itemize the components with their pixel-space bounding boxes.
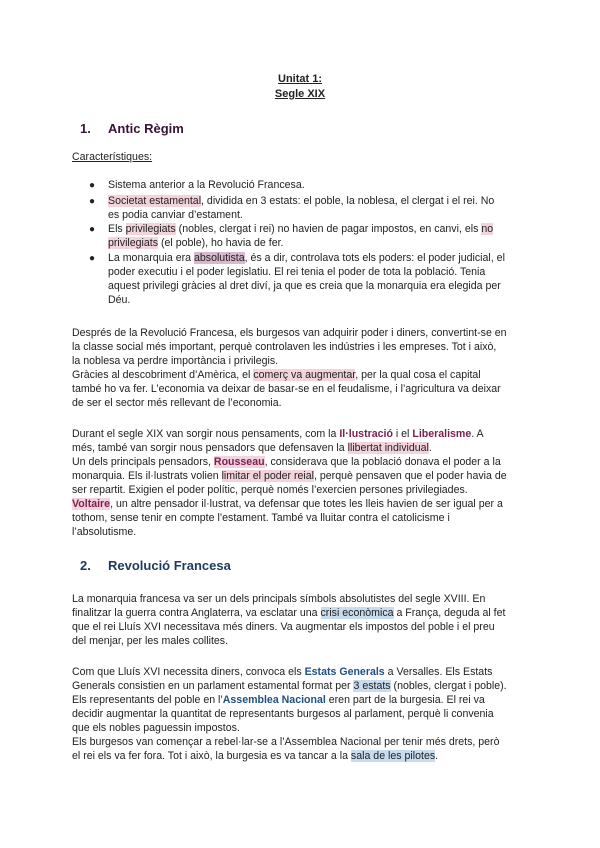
para4-line-4: decidir augmentar la quantitat de representants burgesos al parlament, perquè li convenia [72,708,494,720]
term-illustracio: Il·lustració [339,428,393,440]
text: La monarquia era [108,252,194,264]
section-2-heading [80,558,231,573]
text: Els representants del poble en l’ [72,694,223,706]
section-1-heading [80,121,184,136]
section-2-title: Revolució Francesa [108,558,231,573]
text: Durant el segle XIX van sorgir nous pensaments, com la [72,428,340,440]
text: . A [471,428,484,440]
text: monarquia. Els il·lustrats volien [72,470,222,482]
text: , considerava que la població donava el poder a la [264,456,501,468]
bullet-4-line-4: Déu. [108,294,131,306]
text: el rei els va fer fora. Tot i això, la burgesia es va tancar a la [72,750,351,762]
para4-line-5: que els nobles paguessin impostos. [72,722,240,734]
para1-line-4 [72,368,481,382]
highlight-absolutista: absolutista [193,252,245,264]
para2-line-5: ser repartit. Exigien el poder polític, perquè només l’exercien persones privilegiades. [72,484,468,496]
highlight-sala-pilotes: sala de les pilotes [350,750,436,762]
text: , per la qual cosa el capital [355,369,481,381]
bullet-dot: ● [89,180,96,191]
term-rousseau: Rousseau [213,456,265,468]
term-voltaire: Voltaire [72,498,111,510]
text: (nobles, clergat i rei) no havien de pagar impostos, en canvi, els [175,223,482,235]
highlight-no: no [481,223,494,235]
unit-title: Unitat 1: [278,73,322,85]
text: (el poble), ho havia de fer. [158,237,284,249]
highlight-societat-estamental: Societat estamental [108,195,202,207]
para1-line-6: de ser el sector més rellevant de l’economia. [72,397,282,409]
para2-line-7: tothom, sense tenir en compte l’estament. També va lluitar contra el catolicisme i [72,512,450,524]
para4-line-3 [72,693,485,707]
para2-line-1 [72,427,484,441]
bullet-dot: ● [89,196,96,207]
text: i el [392,428,413,440]
highlight-comerc: comerç va augmentar [253,369,356,381]
bullet-4-line-3: aquest privilegi gràcies al dret diví, ja que es creia que la monarquia era elegida per [108,280,501,292]
highlight-privilegiats-2: privilegiats [108,237,159,249]
highlight-3-estats: 3 estats [353,680,391,692]
text: , perquè pensaven que el poder havia de [314,470,507,482]
para4-line-7 [72,749,438,763]
text: a França, deguda al fet [393,607,506,619]
para3-line-3: que el rei Lluís XVI necessitava més diners. Va augmentar els impostos del poble i el preu [72,621,495,633]
para1-line-2: la classe social més important, perquè controlaven les indústries i les empreses. Tot i això, [72,341,497,353]
section-1-title: Antic Règim [108,121,184,136]
text: finalitzar la guerra contra Anglaterra, va esclatar una [72,607,321,619]
text: més, també van sorgir nous pensadors que defensaven la [72,442,348,454]
para4-line-1 [72,665,492,679]
text: eren part de la burgesia. El rei va [325,694,485,706]
para3-line-2 [72,606,505,620]
para4-line-6: Els burgesos van començar a rebel·lar-se a l’Assemblea Nacional per tenir més drets, però [72,736,500,748]
para2-line-3 [72,455,501,469]
term-estats-generals: Estats Generals [304,666,385,678]
bullet-4-line-1 [108,251,505,265]
section-1-number: 1. [80,121,91,136]
text: , un altre pensador il·lustrat, va defensar que totes les lleis havien de ser igual per a [110,498,503,510]
text: . [435,750,439,762]
text: Com que Lluís XVI necessita diners, convoca els [72,666,305,678]
term-liberalisme: Liberalisme [412,428,472,440]
highlight-crisi: crisi econòmica [320,607,394,619]
para3-line-1: La monarquia francesa va ser un dels principals símbols absolutistes del segle XVIII. En [72,593,486,605]
para2-line-8: l’absolutisme. [72,526,137,538]
para4-line-2 [72,679,507,693]
bullet-3-line-2 [108,236,284,250]
bullet-2-line-2: es podia canviar d’estament. [108,209,243,221]
para1-line-3: la noblesa va perdre importància i privilegis. [72,355,279,367]
text: , és a dir, controlava tots els poders: el poder judicial, el [244,252,505,264]
bullet-1: Sistema anterior a la Revolució Francesa. [108,179,305,191]
text: Gràcies al descobriment d’Amèrica, el [72,369,254,381]
subheading-characteristics: Característiques: [72,151,153,163]
highlight-llibertat: llibertat individual [347,442,429,454]
term-assemblea-nacional: Assemblea Nacional [222,694,326,706]
para2-line-2 [72,441,432,455]
para1-line-1: Després de la Revolució Francesa, els burgesos van adquirir poder i diners, convertint-se en [72,327,507,339]
text: Generals consistien en un parlament estamental format per [72,680,354,692]
section-2-number: 2. [80,558,91,573]
highlight-privilegiats: privilegiats [125,223,176,235]
bullet-2-line-1 [108,194,494,208]
text: , dividida en 3 estats: el poble, la noblesa, el clergat i el rei. No [201,195,495,207]
bullet-dot: ● [89,253,96,264]
highlight-limitar: limitar el poder reial [221,470,314,482]
text: Els [108,223,126,235]
para1-line-5: també ho va fer. L’economia va deixar de basar-se en el feudalisme, i l’agricultura va deixar [72,383,501,395]
text: a Versalles. Els Estats [384,666,493,678]
para2-line-6 [72,497,503,511]
text: Un dels principals pensadors, [72,456,214,468]
para3-line-4: del menjar, per les males collites. [72,635,229,647]
text: . [428,442,432,454]
text: (nobles, clergat i poble). [390,680,507,692]
para2-line-4 [72,469,507,483]
bullet-dot: ● [89,224,96,235]
bullet-4-line-2: poder executiu i el poder legislatiu. El rei tenia el poder de tota la població. Tenia [108,266,486,278]
unit-subtitle: Segle XIX [274,88,326,100]
bullet-3-line-1 [108,222,493,236]
